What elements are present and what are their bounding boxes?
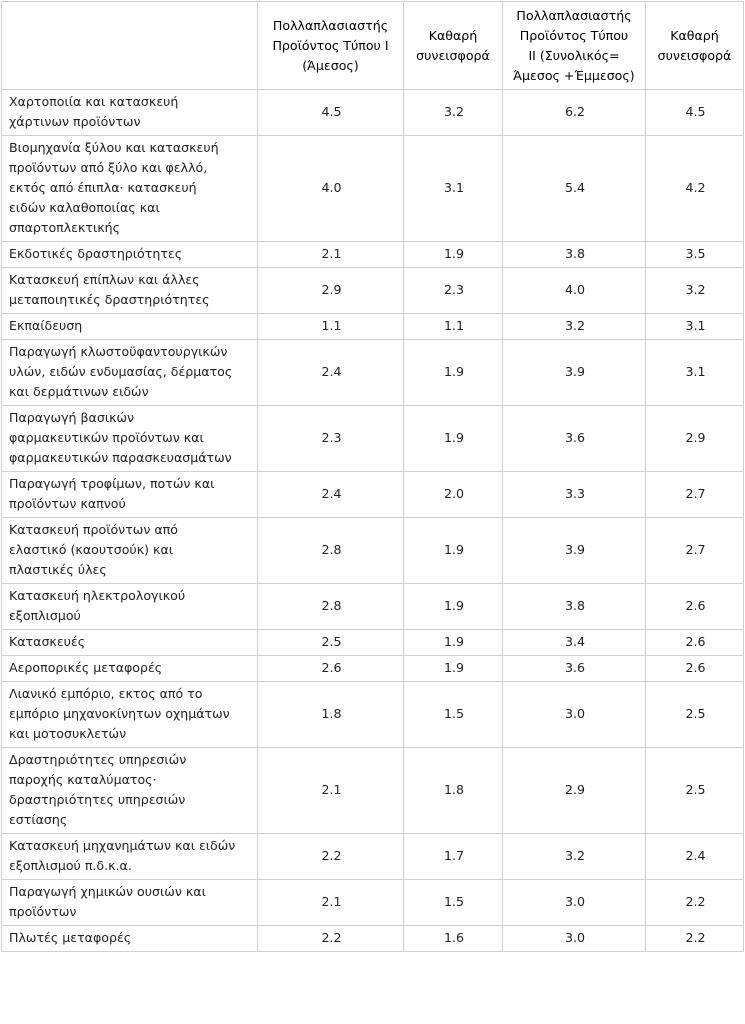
sector-name-line: Αεροπορικές μεταφορές xyxy=(9,660,163,675)
sector-name-line: σπαρτοπλεκτικής xyxy=(9,220,121,235)
type1-multiplier-value: 2.3 xyxy=(258,406,404,472)
sector-name-line: υλών, ειδών ενδυμασίας, δέρματος xyxy=(9,364,233,379)
net-contribution-1-value: 2.0 xyxy=(404,472,503,518)
sector-name-line: φαρμακευτικών προϊόντων και xyxy=(9,430,204,445)
type1-multiplier-value: 1.8 xyxy=(258,682,404,748)
sector-name-line: Κατασκευή μηχανημάτων και ειδών xyxy=(9,838,236,853)
net-contribution-1-value: 1.9 xyxy=(404,656,503,682)
net-contribution-2-value: 3.2 xyxy=(646,268,744,314)
sector-name-line: προϊόντων από ξύλο και φελλό, xyxy=(9,160,208,175)
net-contribution-2-value: 4.5 xyxy=(646,90,744,136)
sector-name-line: μεταποιητικές δραστηριότητες xyxy=(9,292,210,307)
sector-name-line: Πλωτές μεταφορές xyxy=(9,930,132,945)
table-row xyxy=(2,518,744,584)
header-type2-multiplier xyxy=(503,2,646,90)
sector-name-line: Κατασκευή προϊόντων από xyxy=(9,522,178,537)
type2-multiplier-value: 3.0 xyxy=(503,926,646,952)
table-row xyxy=(2,682,744,748)
sector-name-line: Παραγωγή τροφίμων, ποτών και xyxy=(9,476,215,491)
table-row xyxy=(2,314,744,340)
header-line: (Άμεσος) xyxy=(302,57,359,73)
net-contribution-1-value: 3.1 xyxy=(404,136,503,242)
net-contribution-2-value: 2.6 xyxy=(646,584,744,630)
net-contribution-1-value: 1.9 xyxy=(404,630,503,656)
net-contribution-2-value: 2.2 xyxy=(646,926,744,952)
table-row xyxy=(2,340,744,406)
table-row xyxy=(2,834,744,880)
type1-multiplier-value: 2.6 xyxy=(258,656,404,682)
sector-name-line: εμπόριο μηχανοκίνητων οχημάτων xyxy=(9,706,230,721)
multiplier-table-sheet xyxy=(1,1,743,952)
header-sector xyxy=(2,2,258,90)
net-contribution-2-value: 2.2 xyxy=(646,880,744,926)
type1-multiplier-value: 2.5 xyxy=(258,630,404,656)
net-contribution-1-value: 2.3 xyxy=(404,268,503,314)
type1-multiplier-value: 2.1 xyxy=(258,242,404,268)
table-row xyxy=(2,406,744,472)
table-row xyxy=(2,90,744,136)
sector-name-line: Δραστηριότητες υπηρεσιών xyxy=(9,752,187,767)
sector-name-line: και δερμάτινων ειδών xyxy=(9,384,149,399)
sector-name xyxy=(2,268,258,314)
sector-name xyxy=(2,926,258,952)
type2-multiplier-value: 3.6 xyxy=(503,656,646,682)
net-contribution-1-value: 1.6 xyxy=(404,926,503,952)
sector-name xyxy=(2,90,258,136)
table-row xyxy=(2,268,744,314)
sector-name-line: Κατασκευή ηλεκτρολογικού xyxy=(9,588,186,603)
type2-multiplier-value: 3.2 xyxy=(503,314,646,340)
header-row xyxy=(2,2,744,90)
net-contribution-2-value: 2.9 xyxy=(646,406,744,472)
type2-multiplier-value: 6.2 xyxy=(503,90,646,136)
net-contribution-1-value: 1.5 xyxy=(404,682,503,748)
net-contribution-1-value: 1.1 xyxy=(404,314,503,340)
net-contribution-2-value: 4.2 xyxy=(646,136,744,242)
net-contribution-2-value: 3.5 xyxy=(646,242,744,268)
sector-name-line: Εκδοτικές δραστηριότητες xyxy=(9,246,183,261)
net-contribution-2-value: 2.7 xyxy=(646,518,744,584)
table-row xyxy=(2,880,744,926)
type1-multiplier-value: 2.4 xyxy=(258,472,404,518)
sector-name-line: Εκπαίδευση xyxy=(9,318,83,333)
sector-name xyxy=(2,630,258,656)
net-contribution-1-value: 1.9 xyxy=(404,406,503,472)
net-contribution-2-value: 2.5 xyxy=(646,748,744,834)
net-contribution-1-value: 1.7 xyxy=(404,834,503,880)
header-line: Πολλαπλασιαστής xyxy=(516,7,632,23)
header-net-contribution-1 xyxy=(404,2,503,90)
sector-name xyxy=(2,518,258,584)
type1-multiplier-value: 2.2 xyxy=(258,834,404,880)
type2-multiplier-value: 3.3 xyxy=(503,472,646,518)
type2-multiplier-value: 3.2 xyxy=(503,834,646,880)
header-line: συνεισφορά xyxy=(416,47,490,63)
type1-multiplier-value: 2.4 xyxy=(258,340,404,406)
multiplier-table xyxy=(1,1,744,952)
type1-multiplier-value: 2.1 xyxy=(258,880,404,926)
net-contribution-1-value: 1.8 xyxy=(404,748,503,834)
sector-name-line: εξοπλισμού π.δ.κ.α. xyxy=(9,858,132,873)
sector-name-line: ειδών καλαθοποιίας και xyxy=(9,200,160,215)
sector-name xyxy=(2,136,258,242)
net-contribution-1-value: 1.9 xyxy=(404,518,503,584)
net-contribution-2-value: 2.5 xyxy=(646,682,744,748)
table-row xyxy=(2,472,744,518)
table-row xyxy=(2,584,744,630)
net-contribution-1-value: 1.5 xyxy=(404,880,503,926)
sector-name-line: προϊόντων καπνού xyxy=(9,496,126,511)
net-contribution-2-value: 3.1 xyxy=(646,340,744,406)
type2-multiplier-value: 5.4 xyxy=(503,136,646,242)
sector-name-line: δραστηριότητες υπηρεσιών xyxy=(9,792,186,807)
header-line: Καθαρή xyxy=(428,27,478,43)
type2-multiplier-value: 3.8 xyxy=(503,584,646,630)
sector-name-line: πλαστικές ύλες xyxy=(9,562,107,577)
sector-name-line: εξοπλισμού xyxy=(9,608,81,623)
sector-name-line: Λιανικό εμπόριο, εκτος από το xyxy=(9,686,203,701)
sector-name-line: Χαρτοποιία και κατασκευή xyxy=(9,94,179,109)
type2-multiplier-value: 3.6 xyxy=(503,406,646,472)
sector-name-line: Κατασκευές xyxy=(9,634,86,649)
sector-name-line: εκτός από έπιπλα· κατασκευή xyxy=(9,180,197,195)
header-line: Προϊόντος Τύπου xyxy=(519,27,629,43)
sector-name-line: προϊόντων xyxy=(9,904,77,919)
sector-name-line: φαρμακευτικών παρασκευασμάτων xyxy=(9,450,232,465)
net-contribution-2-value: 3.1 xyxy=(646,314,744,340)
sector-name-line: Κατασκευή επίπλων και άλλες xyxy=(9,272,200,287)
header-type1-multiplier xyxy=(258,2,404,90)
header-net-contribution-2 xyxy=(646,2,744,90)
net-contribution-1-value: 1.9 xyxy=(404,242,503,268)
sector-name-line: Παραγωγή βασικών xyxy=(9,410,135,425)
type1-multiplier-value: 2.9 xyxy=(258,268,404,314)
header-line: ΙΙ (Συνολικός= xyxy=(528,47,620,63)
net-contribution-2-value: 2.6 xyxy=(646,656,744,682)
net-contribution-2-value: 2.6 xyxy=(646,630,744,656)
sector-name xyxy=(2,472,258,518)
sector-name-line: εστίασης xyxy=(9,812,68,827)
sector-name-line: Παραγωγή χημικών ουσιών και xyxy=(9,884,206,899)
table-row xyxy=(2,748,744,834)
net-contribution-1-value: 1.9 xyxy=(404,340,503,406)
table-row xyxy=(2,926,744,952)
sector-name xyxy=(2,880,258,926)
net-contribution-2-value: 2.7 xyxy=(646,472,744,518)
type1-multiplier-value: 2.8 xyxy=(258,518,404,584)
type1-multiplier-value: 2.1 xyxy=(258,748,404,834)
type2-multiplier-value: 2.9 xyxy=(503,748,646,834)
type2-multiplier-value: 3.4 xyxy=(503,630,646,656)
header-line: Καθαρή xyxy=(670,27,719,43)
sector-name xyxy=(2,340,258,406)
net-contribution-1-value: 3.2 xyxy=(404,90,503,136)
type1-multiplier-value: 4.0 xyxy=(258,136,404,242)
type1-multiplier-value: 4.5 xyxy=(258,90,404,136)
type1-multiplier-value: 1.1 xyxy=(258,314,404,340)
type2-multiplier-value: 3.8 xyxy=(503,242,646,268)
table-row xyxy=(2,656,744,682)
sector-name xyxy=(2,314,258,340)
sector-name-line: Παραγωγή κλωστοϋφαντουργικών xyxy=(9,344,228,359)
sector-name-line: χάρτινων προϊόντων xyxy=(9,114,141,129)
sector-name-line: ελαστικό (καουτσούκ) και xyxy=(9,542,174,557)
header-line: Πολλαπλασιαστής xyxy=(272,17,389,33)
sector-name xyxy=(2,682,258,748)
header-line: Άμεσος +Έμμεσος) xyxy=(513,67,635,83)
type1-multiplier-value: 2.8 xyxy=(258,584,404,630)
sector-name-line: παροχής καταλύματος· xyxy=(9,772,157,787)
table-body xyxy=(2,90,744,952)
sector-name xyxy=(2,584,258,630)
table-row xyxy=(2,242,744,268)
sector-name-line: και μοτοσυκλετών xyxy=(9,726,127,741)
header-line: Προϊόντος Τύπου Ι xyxy=(272,37,389,53)
sector-name-line: Βιομηχανία ξύλου και κατασκευή xyxy=(9,140,219,155)
header-line: συνεισφορά xyxy=(657,47,732,63)
type2-multiplier-value: 3.9 xyxy=(503,340,646,406)
type2-multiplier-value: 4.0 xyxy=(503,268,646,314)
sector-name xyxy=(2,748,258,834)
sector-name xyxy=(2,834,258,880)
table-row xyxy=(2,136,744,242)
sector-name xyxy=(2,656,258,682)
type2-multiplier-value: 3.0 xyxy=(503,880,646,926)
sector-name xyxy=(2,406,258,472)
type2-multiplier-value: 3.0 xyxy=(503,682,646,748)
table-row xyxy=(2,630,744,656)
type2-multiplier-value: 3.9 xyxy=(503,518,646,584)
type1-multiplier-value: 2.2 xyxy=(258,926,404,952)
net-contribution-2-value: 2.4 xyxy=(646,834,744,880)
net-contribution-1-value: 1.9 xyxy=(404,584,503,630)
sector-name xyxy=(2,242,258,268)
